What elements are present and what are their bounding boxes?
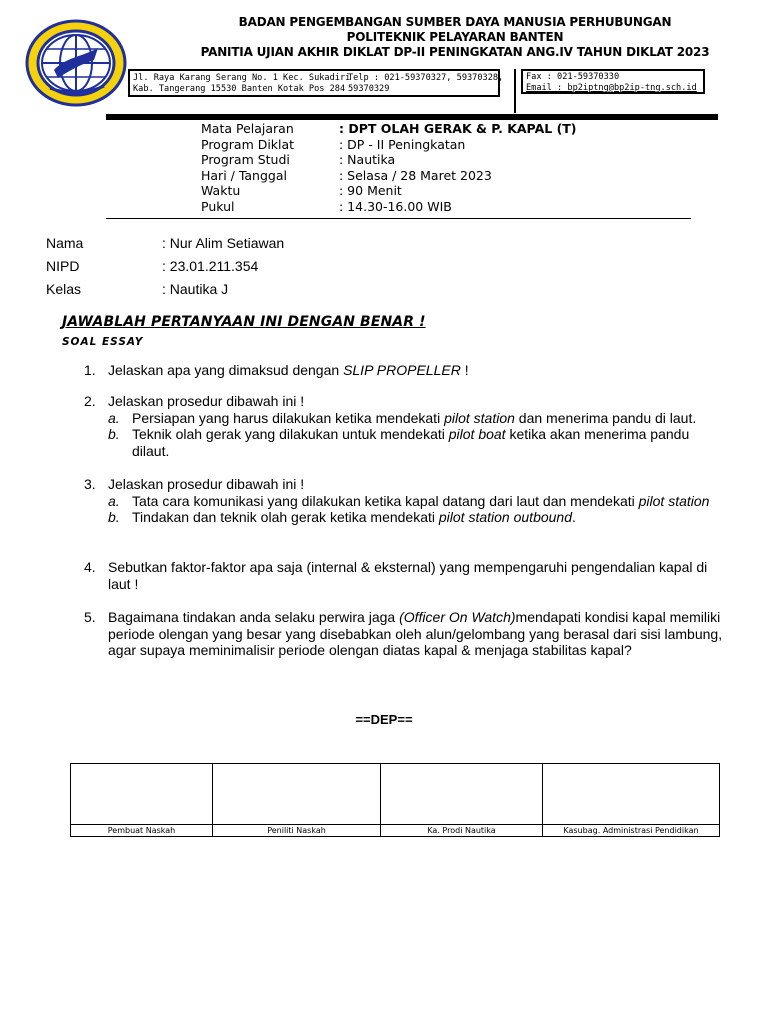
sub-text-end: dan menerima pandu di laut. (514, 409, 697, 426)
info-row (201, 168, 577, 184)
signature-cell (71, 764, 213, 824)
sub-text: Teknik olah gerak yang dilakukan untuk mendekati (132, 426, 449, 442)
student-value: : Nur Alim Setiawan (162, 235, 285, 251)
question-number: 5. (84, 609, 96, 625)
end-marker: ==DEP== (355, 712, 413, 727)
info-value: : 14.30-16.00 WIB (339, 198, 452, 214)
student-row (46, 278, 284, 301)
header-rule (106, 114, 718, 120)
question-text: Jelaskan prosedur dibawah ini ! (108, 476, 305, 492)
sub-letter: b. (108, 426, 120, 442)
fax-line: Fax : 021-59370330 (526, 72, 620, 82)
info-value: : Nautika (339, 152, 396, 167)
info-key: Program Studi (201, 152, 290, 167)
question-term: (Officer On Watch) (399, 609, 516, 625)
signature-cell (213, 764, 381, 824)
student-key: Nama (46, 235, 84, 251)
contact-box (521, 69, 705, 94)
sub-text: Tindakan dan teknik olah gerak ketika mendekati (132, 509, 439, 525)
address-line-2: Kab. Tangerang 15530 Banten Kotak Pos 284 (133, 83, 346, 94)
question-3 (84, 476, 724, 526)
question-5 (84, 609, 724, 659)
info-row (201, 137, 577, 153)
question-number: 1. (84, 362, 96, 378)
sub-term: pilot station (638, 492, 710, 509)
question-text: Bagaimana tindakan anda selaku perwira jaga (108, 609, 400, 625)
info-row (201, 199, 577, 215)
signature-label: Ka. Prodi Nautika (381, 824, 543, 836)
question-text-end: mendapati kondisi kapal memiliki periode olengan yang besar yang disebabkan oleh alun/gelombang yang berasal dari sisi lambung, agar supaya meminimalisir periode olengan diatas kapal & menjaga stabilitas kapal? (108, 609, 723, 658)
signature-label: Pembuat Naskah (71, 824, 213, 836)
telp-line-1: Telp : 021-59370327, 59370328, (348, 73, 504, 83)
student-key: NIPD (46, 258, 80, 274)
signature-cell (543, 764, 719, 824)
question-number: 3. (84, 476, 96, 492)
sub-text: Persiapan yang harus dilakukan ketika mendekati (132, 409, 445, 426)
info-value: : 90 Menit (339, 183, 402, 198)
header-divider (514, 69, 516, 113)
sub-text-end: . (572, 509, 576, 525)
sub-term: pilot station (444, 409, 515, 426)
section-title: SOAL ESSAY (62, 336, 144, 348)
sub-text-end: ketika akan menerima pandu dilaut. (132, 426, 690, 459)
info-key: Program Diklat (201, 136, 295, 152)
sub-question-a (108, 410, 724, 427)
student-info (46, 232, 284, 301)
question-text: Jelaskan apa yang dimaksud dengan (108, 362, 344, 378)
question-number: 4. (84, 559, 96, 575)
question-text: Sebutkan faktor-faktor apa saja (internal & eksternal) yang mempengaruhi pengendalian kapal di laut ! (108, 559, 708, 592)
sub-letter: a. (108, 492, 120, 509)
email-line: Email : bp2iptng@bp2ip-tng.sch.id (526, 82, 697, 93)
exam-info (201, 121, 577, 214)
info-key: Pukul (201, 198, 235, 214)
signature-label: Peniliti Naskah (213, 824, 381, 836)
info-value: : DPT OLAH GERAK & P. KAPAL (T) (339, 121, 577, 136)
sub-question-a (108, 493, 724, 510)
institution-line-1: BADAN PENGEMBANGAN SUMBER DAYA MANUSIA PERHUBUNGAN (238, 15, 672, 29)
student-row (46, 232, 284, 255)
signature-table (70, 763, 720, 837)
address-box (128, 69, 504, 97)
politeknik-logo (24, 18, 128, 108)
info-row (201, 121, 577, 137)
question-term: SLIP PROPELLER (343, 362, 461, 378)
sub-question-b (108, 509, 724, 526)
info-key: Hari / Tanggal (201, 167, 287, 183)
info-row (201, 152, 577, 168)
sub-term: pilot boat (448, 426, 506, 442)
sub-term: pilot station outbound (438, 509, 572, 525)
institution-line-2: POLITEKNIK PELAYARAN BANTEN (346, 30, 564, 44)
student-value: : 23.01.211.354 (162, 258, 259, 274)
info-key: Waktu (201, 183, 241, 198)
telp-line-2: 59370329 (348, 83, 390, 94)
info-rule (106, 218, 691, 219)
info-key: Mata Pelajaran (201, 121, 294, 136)
student-value: : Nautika J (162, 281, 229, 297)
question-number: 2. (84, 393, 96, 409)
sub-letter: a. (108, 409, 120, 426)
question-4 (84, 559, 724, 592)
sub-question-b (108, 426, 724, 459)
info-value: : Selasa / 28 Maret 2023 (339, 167, 492, 183)
info-value: : DP - II Peningkatan (339, 136, 466, 152)
institution-line-3: PANITIA UJIAN AKHIR DIKLAT DP-II PENINGKATAN ANG.IV TAHUN DIKLAT 2023 (200, 45, 710, 59)
address-line-1: Jl. Raya Karang Serang No. 1 Kec. Sukadiri (133, 73, 351, 83)
question-1 (84, 362, 724, 379)
student-key: Kelas (46, 281, 82, 297)
question-text: Jelaskan prosedur dibawah ini ! (108, 393, 305, 409)
signature-cell (381, 764, 543, 824)
question-text-end: ! (460, 362, 469, 378)
instruction: JAWABLAH PERTANYAAN INI DENGAN BENAR ! (62, 314, 426, 330)
sub-text: Tata cara komunikasi yang dilakukan ketika kapal datang dari laut dan mendekati (132, 492, 639, 509)
sub-letter: b. (108, 509, 120, 525)
signature-label: Kasubag. Administrasi Pendidikan (543, 824, 719, 836)
info-row (201, 183, 577, 199)
student-row (46, 255, 284, 278)
question-2 (84, 393, 724, 459)
